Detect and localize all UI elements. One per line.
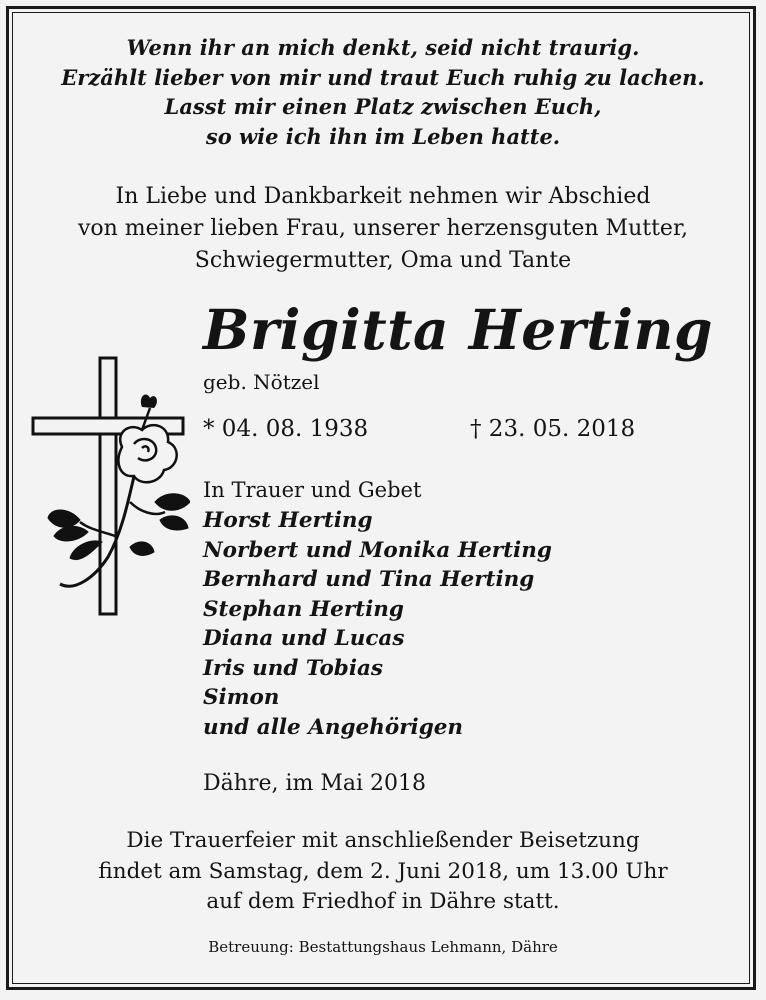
funeral-line: findet am Samstag, dem 2. Juni 2018, um 13.00 Uhr [98,858,668,884]
motto-line: Erzählt lieber von mir und traut Euch ruhig zu lachen. [61,64,705,90]
place-date: Dähre, im Mai 2018 [203,771,426,796]
funeral-line: auf dem Friedhof in Dähre statt. [206,889,560,914]
mourner-name: Simon [203,685,280,710]
motto-line: so wie ich ihn im Leben hatte. [205,123,561,149]
motto-line: Wenn ihr an mich denkt, seid nicht traurig. [126,35,640,60]
mourner-name: und alle Angehörigen [203,714,464,740]
motto-line: Lasst mir einen Platz zwischen Euch, [164,94,602,119]
intro-line: Schwiegermutter, Oma und Tante [194,248,572,273]
mourner-name: Bernhard und Tina Herting [203,567,535,592]
mourner-name: Horst Herting [203,508,373,533]
funeral-info [0,826,766,918]
mourner-name: Iris und Tobias [203,655,384,681]
deceased-name: Brigitta Herting [203,297,713,362]
mourner-name: Norbert und Monika Herting [203,537,552,563]
funeral-home-credit: Betreuung: Bestattungshaus Lehmann, Dähre [208,938,558,956]
mourner-name: Stephan Herting [203,596,404,622]
mourner-name: Diana und Lucas [203,626,405,651]
mourners-list [203,506,552,742]
birth-date: * 04. 08. 1938 [203,416,369,442]
intro-line: von meiner lieben Frau, unserer herzensguten Mutter, [77,216,689,241]
mourners-intro: In Trauer und Gebet [203,478,422,502]
cross-with-rose-icon [30,352,190,626]
death-date: † 23. 05. 2018 [470,416,636,442]
maiden-name: geb. Nötzel [203,370,320,394]
intro-line: In Liebe und Dankbarkeit nehmen wir Abschied [115,184,651,209]
intro-text [0,181,766,277]
funeral-line: Die Trauerfeier mit anschließender Beisetzung [126,828,640,853]
motto [0,33,766,151]
